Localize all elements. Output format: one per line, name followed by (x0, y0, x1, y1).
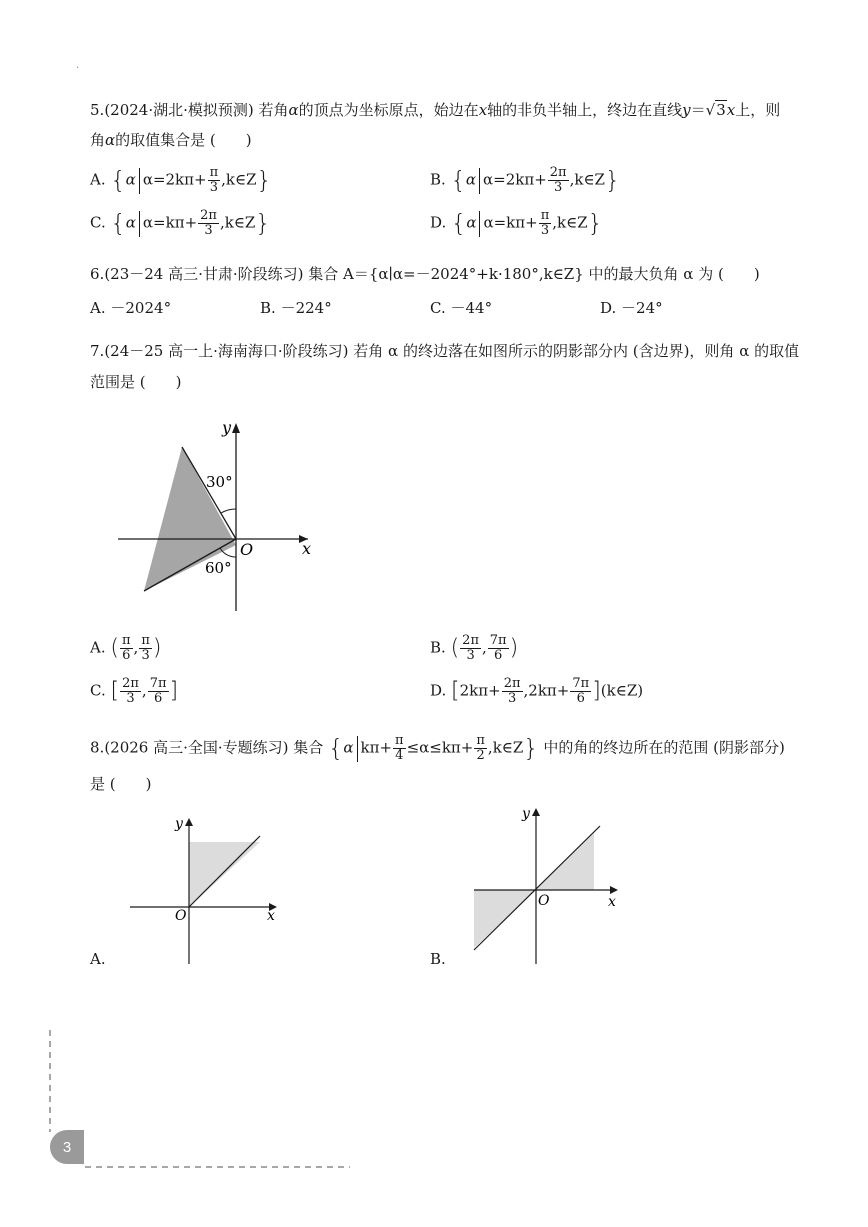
q5-number: 5. (90, 101, 105, 119)
q7-label-60: 60° (205, 559, 232, 577)
q7-number: 7. (90, 342, 105, 360)
q8-line1: 8.(2026 高三·全国·专题练习) 集合 {α kπ+ $\frac{\pi}{4}$ ≤α≤kπ+ $\frac{\pi}{2}$ ,k∈Z} 中的角的终边所在的范围 (阴影部分) (90, 733, 785, 763)
q6-line1 (90, 263, 760, 285)
q5-text1: 若角 (258, 101, 289, 119)
q8-option-b[interactable]: B. (430, 950, 446, 968)
q5-text2: 的顶点为坐标原点，始边在 (298, 101, 479, 119)
q7-y-label: y (222, 418, 232, 437)
q5-option-a[interactable]: A. {α α=2kπ+ $\frac{\pi}{3}$ ,k∈Z} (90, 165, 272, 195)
q8-line2: 是 ( ) (90, 775, 152, 793)
q5-text3: 轴的非负半轴上，终边在直线 (487, 101, 683, 119)
q8a-x-label: x (267, 908, 275, 924)
q7-line1 (90, 340, 799, 362)
q5-line2b: 的取值集合是 ( ) (115, 131, 252, 149)
q6-source: (23－24 高三·甘肃·阶段练习) (104, 265, 304, 283)
q8-source: (2026 高三·全国·专题练习) (104, 738, 289, 757)
header-dot: . (76, 60, 80, 71)
q8b-y-arrow (532, 808, 540, 816)
q7-text1: 若角 α 的终边落在如图所示的阴影部分内 (含边界)，则角 α 的取值 (353, 342, 800, 360)
q7-option-d[interactable]: D. [2kπ+ $\frac{2\pi}{3}$ ,2kπ+ $\frac{7\pi}{6}$ ](k∈Z) (430, 676, 644, 706)
q7-option-c[interactable]: C. [ $\frac{2\pi}{3}$ , $\frac{7\pi}{6}$ ] (90, 676, 179, 706)
q5-source: (2024·湖北·模拟预测) (104, 101, 254, 119)
q8-option-a[interactable]: A. (90, 950, 106, 968)
q8a-shaded-region (189, 842, 260, 907)
q8-figure-b (468, 800, 628, 970)
q7-option-a[interactable]: A. ( $\frac{\pi}{6}$ , $\frac{\pi}{3}$ ) (90, 633, 162, 663)
q6-option-b[interactable]: B. －224° (260, 299, 332, 317)
q8b-y-label: y (522, 806, 530, 822)
q8b-x-arrow (610, 886, 618, 894)
page-footer-decoration (40, 1020, 360, 1170)
q8b-shaded-region-upper (536, 833, 594, 890)
q6-option-c[interactable]: C. －44° (430, 299, 493, 317)
q5-option-b[interactable]: B. {α α=2kπ+ $\frac{2\pi}{3}$ ,k∈Z} (430, 165, 621, 195)
q8a-origin-label: O (175, 908, 187, 924)
q8b-origin-label: O (538, 893, 550, 909)
q7-x-label: x (302, 539, 312, 558)
q5-line1: 5.(2024·湖北·模拟预测) 若角α的顶点为坐标原点，始边在x轴的非负半轴上，终边在直线y＝√3x上，则 (90, 101, 781, 119)
q8a-y-arrow (185, 818, 193, 826)
q6-number: 6. (90, 265, 105, 283)
q7-source: (24－25 高一上·海南海口·阶段练习) (104, 342, 349, 360)
q8b-x-label: x (608, 894, 616, 910)
q5-line2a: 角 (90, 131, 106, 149)
q6-text: 集合 A＝{α∣α=－2024°+k·180°,k∈Z} 中的最大负角 α 为 ( ) (308, 265, 760, 283)
q5-option-c[interactable]: C. {α α=kπ+ $\frac{2\pi}{3}$ ,k∈Z} (90, 208, 271, 238)
q5-option-d[interactable]: D. {α α=kπ+ $\frac{\pi}{3}$ ,k∈Z} (430, 208, 603, 238)
q7-arc-30 (221, 509, 236, 513)
q8a-y-label: y (175, 816, 183, 832)
page-number-badge: 3 (50, 1130, 84, 1164)
q7-option-b[interactable]: B. ( $\frac{2\pi}{3}$ , $\frac{7\pi}{6}$ ) (430, 633, 519, 663)
q7-line2: 范围是 ( ) (90, 373, 182, 391)
q8-number: 8. (90, 738, 105, 757)
q7-origin-label: O (240, 540, 254, 559)
q7-label-30: 30° (206, 473, 233, 491)
q5-text4: 上，则 (735, 101, 781, 119)
q5-line2: 角α的取值集合是 ( ) (90, 131, 252, 149)
q6-option-a[interactable]: A. －2024° (90, 299, 172, 317)
q7-y-arrow (232, 423, 240, 433)
q6-option-d[interactable]: D. －24° (600, 299, 663, 317)
q8-figure-a (125, 812, 285, 967)
q7-figure (110, 415, 330, 615)
